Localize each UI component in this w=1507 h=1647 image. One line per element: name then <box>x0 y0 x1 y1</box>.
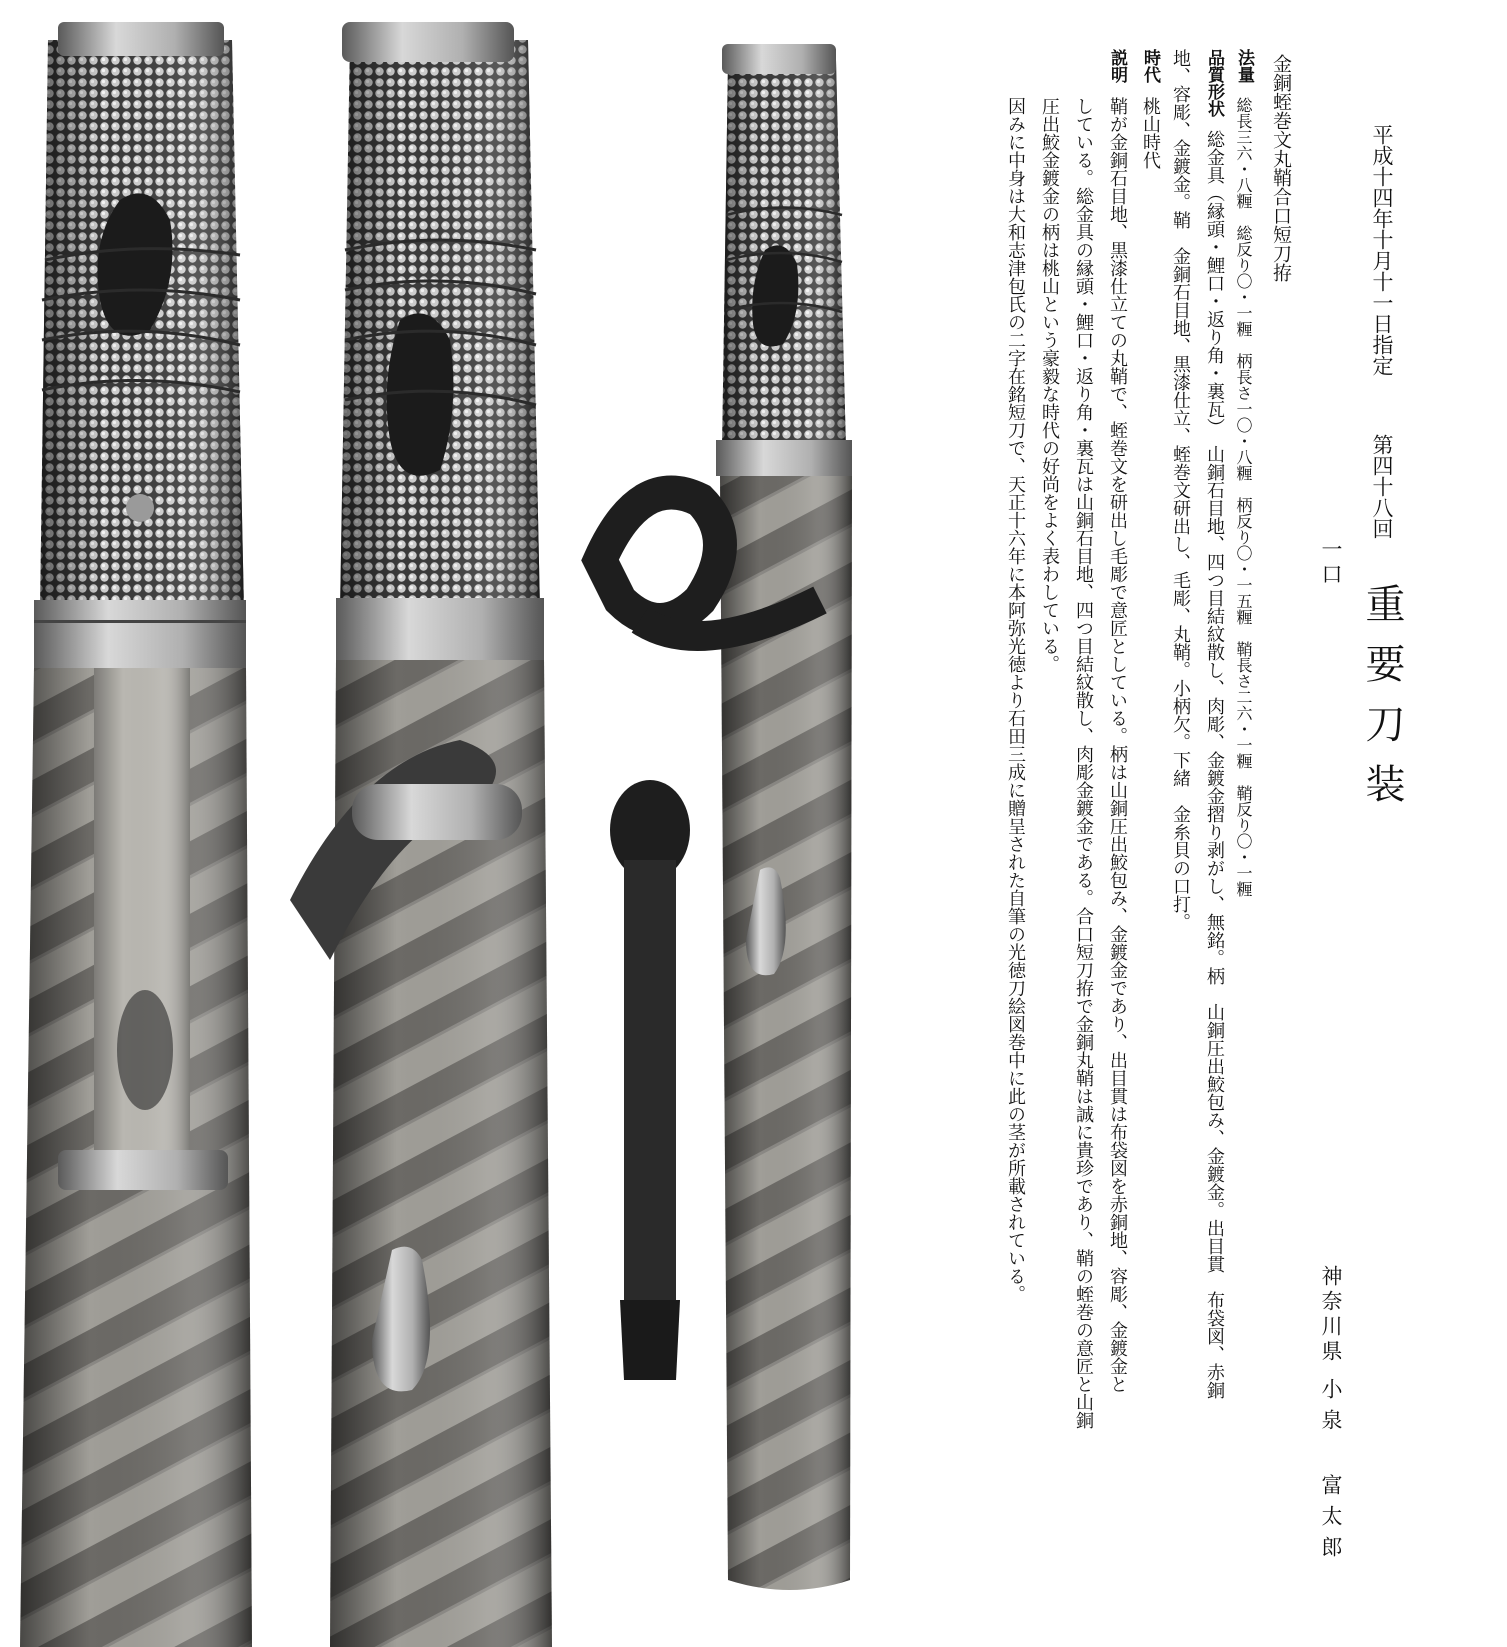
desc-label: 説明 <box>1107 49 1127 83</box>
left-view <box>20 22 252 1647</box>
object-name: 金銅蛭巻文丸鞘合口短刀拵 <box>1270 54 1292 282</box>
desc-text-4: 因みに中身は大和志津包氏の二字在銘短刀で、天正十六年に本阿弥光徳より石田三成に贈呈された自筆の光徳刀絵図巻中に此の茎が所載されている。 <box>1005 97 1026 1303</box>
page-title: 重要刀装 <box>1359 583 1405 823</box>
desc-text-2: している。総金具の縁頭・鯉口・返り角・裏瓦は山銅石目地、四つ目結紋散し、肉彫金鍍金である。合口短刀拵で金銅丸鞘は誠に貴珍であり、鞘の蛭巻の意匠と山銅 <box>1073 97 1094 1429</box>
middle-view <box>290 22 552 1647</box>
period-label: 時代 <box>1140 49 1160 83</box>
measure-text: 総長三六・八糎 総反り〇・一糎 柄長さ一〇・八糎 柄反り〇・一五糎 鞘長さ二六・一糎 鞘反り〇・一糎 <box>1234 97 1253 897</box>
right-view <box>600 44 852 1590</box>
period-text: 桃山時代 <box>1140 97 1161 169</box>
desc-text-3: 圧出鮫金鍍金の柄は桃山という豪毅な時代の好尚をよく表わしている。 <box>1039 97 1060 673</box>
desc-text-1: 鞘が金銅石目地、黒漆仕立ての丸鞘で、蛭巻文を研出し毛彫で意匠としている。柄は山銅圧出鮫包み、金鍍金であり、出目貫は布袋図を赤銅地、容彫、金鍍金と <box>1107 97 1128 1393</box>
quality-text-2: 地、容彫、金鍍金。鞘 金銅石目地、黒漆仕立、蛭巻文研出し、毛彫、丸鞘。小柄欠。下緒 金糸貝の口打。 <box>1170 49 1191 931</box>
quality-label: 品質形状 <box>1204 49 1224 117</box>
item-count: 一口 <box>1319 538 1343 588</box>
episode-number: 第四十八回 <box>1370 434 1394 539</box>
owner-name: 小泉 富太郎 <box>1319 1378 1343 1567</box>
owner-prefecture: 神奈川県 <box>1319 1265 1343 1365</box>
designation-date: 平成十四年十月十一日指定 <box>1370 124 1394 376</box>
quality-text-1: 総金具（縁頭・鯉口・返り角・裏瓦） 山銅石目地、四つ目結紋散し、肉彫、金鍍金摺り剥がし、無銘。柄 山銅圧出鮫包み、金鍍金。出目貫 布袋図、赤銅 <box>1204 130 1225 1399</box>
measure-label: 法量 <box>1234 49 1254 83</box>
